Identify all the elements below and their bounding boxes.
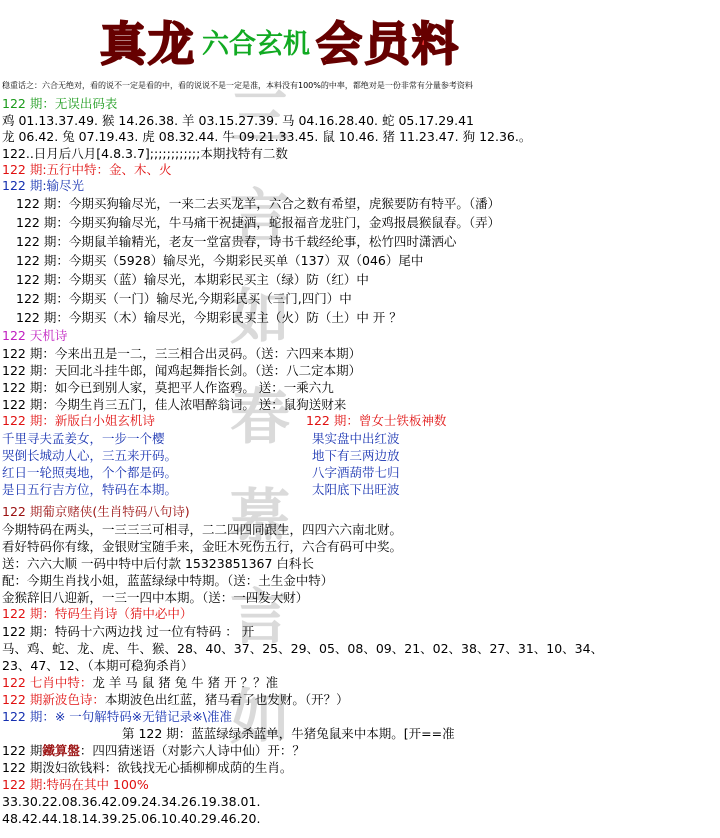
wave-color-line — [2, 692, 349, 708]
sec6-title: 122 期葡京赌侠(生肖特码八句诗) — [2, 504, 190, 519]
wave-color-label: 122 期新波色诗： — [2, 692, 105, 707]
sec7-line: 122 期：特码十六两边找 过一位有特码 ： 开 — [2, 624, 255, 639]
sec5-right-title: 122 期：曾女士铁板神数 — [306, 413, 447, 428]
watermark-char: 如 — [230, 283, 290, 353]
seven-zodiac-label: 122 七肖中特： — [2, 675, 93, 690]
seven-zodiac-line — [2, 675, 278, 691]
abacus-line — [2, 743, 305, 759]
sec5-right-line: 太阳底下出旺波 — [312, 482, 400, 497]
zodiac-row-2: 龙 06.42. 兔 07.19.43. 虎 08.32.44. 牛 09.21.33.45. 鼠 10.46. 猪 11.23.47. 狗 12.36.。 — [2, 129, 532, 144]
banner-part1: 真龙 — [100, 17, 196, 71]
sec6-line: 配：今期生肖找小姐，蓝蓝绿绿中特期。（送：土生金中特） — [2, 573, 334, 588]
sec3-line: 122 期：今期买（一门）输尽光,今期彩民买（三门,四门）中 — [16, 291, 352, 306]
sec6-line: 送：六六大顺 一码中特中后付款 15323851367 白科长 — [2, 556, 314, 571]
sec6-line: 今期特码在两头，一三三三可相寻，二二四四同跟生，四四六六南北财。 — [2, 522, 403, 537]
sec3-line: 122 期：今期买（木）输尽光，今期彩民买主（火）防（土）中 开 ？ — [16, 310, 402, 325]
watermark — [225, 68, 295, 768]
sec3-line: 122 期：今期鼠羊输精光，老友一堂富贵春，诗书千载经纶事，松竹四时潇洒心 — [16, 234, 457, 249]
sec2-title: 122 期:五行中特：金、木、火 — [2, 162, 172, 177]
number-row-2: 48.42.44.18.14.39.25.06.10.40.29.46.20. — [2, 811, 261, 826]
sec3-line: 122 期：今期买（蓝）输尽光，本期彩民买主（绿）防（红）中 — [16, 272, 369, 287]
sec5-right-line: 果实盘中出红波 — [312, 431, 400, 446]
sec3-line: 122 期：今期买（5928）输尽光，今期彩民买单（137）双（046）尾中 — [16, 253, 424, 268]
sec4-line: 122 期：今期生肖三五门，佳人浓唱醉翁词。 送：鼠狗送财来 — [2, 397, 347, 412]
watermark-char: 如 — [230, 683, 290, 753]
wave-color-text: 本期波色出红蓝，猪马看了也发财。（开？） — [104, 692, 349, 707]
sec4-line: 122 期：今来出丑是一二，三三相合出灵码。（送：六四来本期） — [2, 346, 362, 361]
sec4-line: 122 期：天回北斗挂牛郎，闻鸡起舞指长剑。（送：八二定本期） — [2, 363, 362, 378]
sec6-line: 看好特码你有缘，金银财宝随手来，金旺木死伤五行，六合有码可中奖。 — [2, 539, 403, 554]
disclaimer: 稳重话之：六合无绝对，看的说不一定是看的中，看的说说不是一定是准，本料没有100%的中率，都绝对是一份非常有分量参考资料 — [2, 81, 473, 90]
number-row-1: 33.30.22.08.36.42.09.24.34.26.19.38.01. — [2, 794, 261, 809]
sec7-title: 122 期：特码生肖诗（猜中必中） — [2, 606, 193, 621]
sec5-left-line: 是日五行吉方位，特码在本期。 — [2, 482, 178, 497]
banner-part3: 会员料 — [316, 17, 460, 71]
one-sentence-title: 122 期：※ 一句解特码※无错记录※\准准 — [2, 709, 232, 724]
sec7-line: 23、47、12、（本期可稳狗杀肖） — [2, 658, 194, 673]
watermark-char: 言 — [230, 183, 290, 253]
sec5-right-line: 地下有三两边放 — [312, 448, 400, 463]
sec1-title: 122 期：无误出码表 — [2, 96, 118, 111]
sec3-line: 122 期：今期买狗输尽光，一来二去买龙羊，六合之数有希望，虎猴要防有特平。（潘） — [16, 196, 501, 211]
watermark-char: 春 — [230, 383, 290, 453]
abacus-title: 鐵算盤 — [42, 743, 80, 758]
sec6-line: 金猴辞旧八迎新，一三一四中本期。（送：一四发大财） — [2, 590, 309, 605]
sec5-right-line: 八字酒葫带七归 — [312, 465, 400, 480]
banner-part2: 六合玄机 — [202, 28, 310, 60]
sec5-left-line: 千里寻夫孟姜女，一步一个樱 — [2, 431, 165, 446]
sec3-title: 122 期:输尽光 — [2, 178, 85, 193]
sec4-title: 122 天机诗 — [2, 328, 68, 343]
sec5-left-line: 红日一轮照夷地，个个都是码。 — [2, 465, 178, 480]
abacus-prefix: 122 期 — [2, 743, 43, 758]
special-in-title: 122 期:特码在其中 100% — [2, 777, 149, 792]
sec4-line: 122 期：如今已到别人家，莫把平人作盗鸦。 送：一乘六九 — [2, 380, 334, 395]
one-sentence-text: 第 122 期：蓝蓝绿绿杀蓝单，牛猪兔鼠来中本期。[开==准 — [122, 726, 455, 741]
shrew-line: 122 期泼妇欲钱料：欲钱找无心插柳柳成荫的生肖。 — [2, 760, 293, 775]
watermark-char: 慕 — [230, 483, 290, 553]
watermark-char: 言 — [230, 583, 290, 653]
month-line: 122..日月后八月[4.8.3.7];;;;;;;;;;;;本期找特有二数 — [2, 146, 288, 161]
abacus-text: ：四四猜迷语（对影六人诗中仙）开：？ — [79, 743, 305, 758]
sec3-line: 122 期：今期买狗输尽光，牛马痛干祝捷酒，蛇报福音龙驻门，金鸡报晨猴鼠春。（弄） — [16, 215, 501, 230]
sec5-left-line: 哭倒长城动人心，三五来开码。 — [2, 448, 178, 463]
sec5-left-title: 122 期：新版白小姐玄机诗 — [2, 413, 155, 428]
watermark-char: 三 — [230, 83, 290, 153]
zodiac-row-1: 鸡 01.13.37.49. 猴 14.26.38. 羊 03.15.27.39. 马 04.16.28.40. 蛇 05.17.29.41 — [2, 113, 474, 128]
seven-zodiac-text: 龙 羊 马 鼠 猪 兔 牛 猪 开 ？？准 — [92, 675, 279, 690]
banner-title — [100, 8, 460, 71]
sec7-line: 马、鸡、蛇、龙、虎、牛、猴、28、40、37、25、29、05、08、09、21、02、38、27、31、10、34、 — [2, 641, 604, 656]
